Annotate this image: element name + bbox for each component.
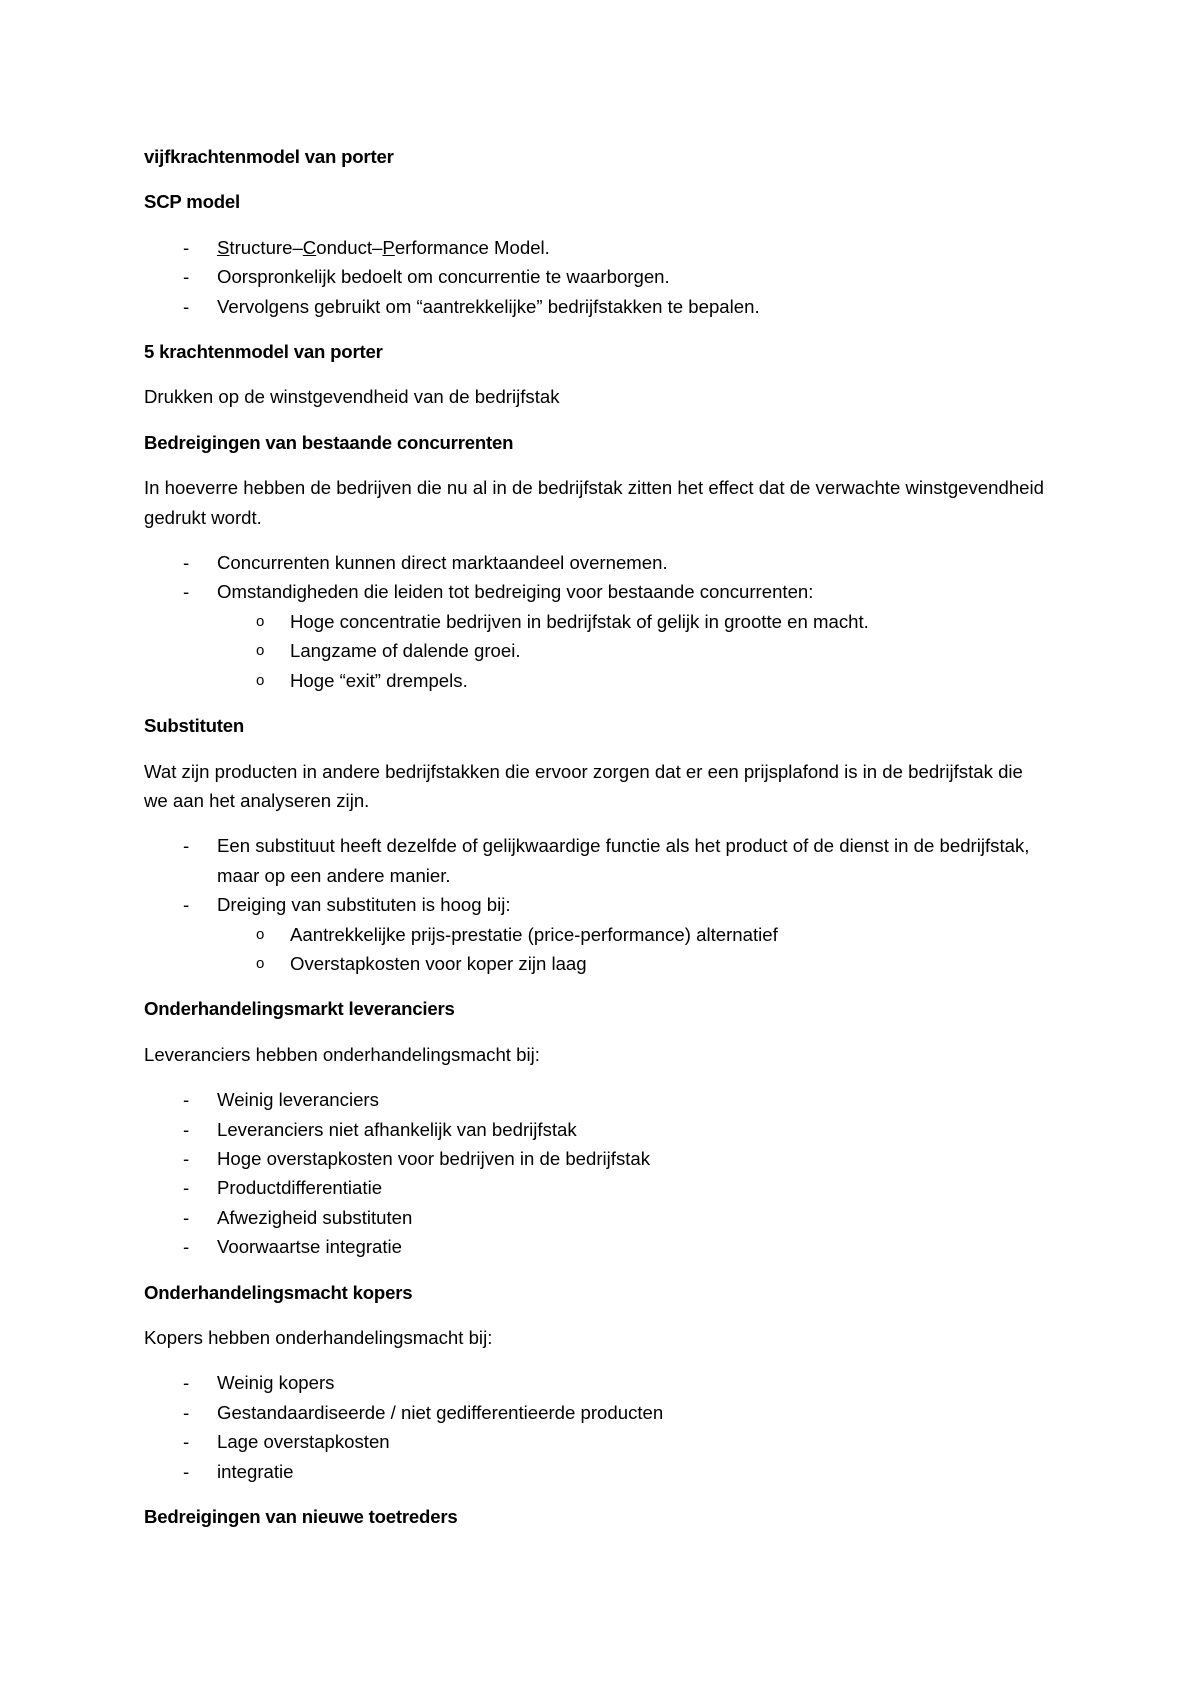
sublist-item [144, 666, 1044, 695]
bullet-marker: o [256, 671, 265, 689]
list-item [144, 1457, 1044, 1486]
suppliers-list [144, 1085, 1044, 1261]
dash-marker: - [183, 1372, 190, 1394]
bullet-marker: o [256, 612, 265, 630]
list-item-text: Gestandaardiseerde / niet gedifferentieerde producten [217, 1401, 664, 1423]
list-item-text: Concurrenten kunnen direct marktaandeel overnemen. [217, 552, 668, 574]
dash-marker: - [183, 1118, 190, 1140]
list-item [144, 1368, 1044, 1397]
list-item-text: Weinig leveranciers [217, 1089, 379, 1111]
five-forces-text: Drukken op de winstgevendheid van de bedrijfstak [144, 386, 560, 408]
suppliers-text: Leveranciers hebben onderhandelingsmacht bij: [144, 1043, 540, 1065]
document-content [144, 142, 1044, 1547]
suppliers-heading: Onderhandelingsmarkt leveranciers [144, 998, 455, 1020]
list-item [144, 1398, 1044, 1427]
rivals-text: In hoeverre hebben de bedrijven die nu al in de bedrijfstak zitten het effect dat de verwachte winstgevendheid gedrukt wordt. [144, 477, 1044, 528]
list-item [144, 262, 1044, 291]
list-item-text: integratie [217, 1460, 294, 1482]
dash-marker: - [183, 236, 190, 258]
list-item [144, 831, 1044, 890]
scp-performance: erformance Model. [394, 236, 550, 258]
dash-marker: - [183, 581, 190, 603]
list-item [144, 292, 1044, 321]
dash-marker: - [183, 295, 190, 317]
document-title: vijfkrachtenmodel van porter [144, 146, 394, 167]
rivals-list [144, 548, 1044, 695]
bullet-marker: o [256, 642, 265, 660]
list-item [144, 1085, 1044, 1114]
substitutes-heading: Substituten [144, 715, 245, 737]
list-item-text: Lage overstapkosten [217, 1431, 390, 1453]
sublist-item-text: Aantrekkelijke prijs-prestatie (price-performance) alternatief [290, 923, 778, 945]
list-item-text: Hoge overstapkosten voor bedrijven in de bedrijfstak [217, 1147, 651, 1169]
rivals-heading: Bedreigingen van bestaande concurrenten [144, 431, 514, 453]
list-item [144, 890, 1044, 919]
substitutes-sublist [144, 920, 1044, 979]
entrants-heading: Bedreigingen van nieuwe toetreders [144, 1506, 458, 1528]
list-item-text: Vervolgens gebruikt om “aantrekkelijke” bedrijfstakken te bepalen. [217, 295, 760, 317]
list-item [144, 548, 1044, 577]
list-item [144, 1115, 1044, 1144]
scp-letter-c: C [302, 236, 317, 258]
list-item [144, 1203, 1044, 1232]
list-item-text: Weinig kopers [217, 1372, 335, 1394]
scp-heading: SCP model [144, 191, 241, 213]
list-item-text: Leveranciers niet afhankelijk van bedrijfstak [217, 1118, 577, 1140]
list-item-text: Een substituut heeft dezelfde of gelijkwaardige functie als het product of de dienst in de bedrijfstak, maar op een andere manier. [217, 835, 1030, 886]
dash-marker: - [183, 1089, 190, 1111]
list-item-text: Omstandigheden die leiden tot bedreiging voor bestaande concurrenten: [217, 581, 814, 603]
sublist-item [144, 636, 1044, 665]
bullet-marker: o [256, 954, 265, 972]
list-item-text: Afwezigheid substituten [217, 1206, 413, 1228]
dash-marker: - [183, 552, 190, 574]
rivals-sublist [144, 607, 1044, 695]
scp-letter-s: S [217, 236, 230, 258]
scp-structure: tructure– [229, 236, 303, 258]
scp-list [144, 233, 1044, 321]
sublist-item-text: Langzame of dalende groei. [290, 640, 521, 662]
dash-marker: - [183, 266, 190, 288]
sublist-item-text: Hoge “exit” drempels. [290, 669, 468, 691]
dash-marker: - [183, 1431, 190, 1453]
dash-marker: - [183, 894, 190, 916]
dash-marker: - [183, 1460, 190, 1482]
list-item [144, 1144, 1044, 1173]
list-item-text: Dreiging van substituten is hoog bij: [217, 894, 511, 916]
dash-marker: - [183, 1147, 190, 1169]
dash-marker: - [183, 1206, 190, 1228]
dash-marker: - [183, 1177, 190, 1199]
list-item [144, 1427, 1044, 1456]
sublist-item-text: Hoge concentratie bedrijven in bedrijfstak of gelijk in grootte en macht. [290, 610, 869, 632]
list-item [144, 577, 1044, 606]
sublist-item [144, 607, 1044, 636]
list-item-text: Oorspronkelijk bedoelt om concurrentie te waarborgen. [217, 266, 670, 288]
substitutes-list [144, 831, 1044, 978]
sublist-item [144, 949, 1044, 978]
buyers-list [144, 1368, 1044, 1486]
list-item-text: Voorwaartse integratie [217, 1236, 403, 1258]
substitutes-text: Wat zijn producten in andere bedrijfstakken die ervoor zorgen dat er een prijsplafond is in de bedrijfstak die we aan het analyseren zijn. [144, 760, 1023, 811]
scp-conduct: onduct– [316, 236, 383, 258]
sublist-item [144, 920, 1044, 949]
list-item-text: Productdifferentiatie [217, 1177, 383, 1199]
buyers-text: Kopers hebben onderhandelingsmacht bij: [144, 1327, 493, 1348]
dash-marker: - [183, 835, 190, 857]
list-item [144, 1173, 1044, 1202]
list-item [144, 233, 1044, 262]
bullet-marker: o [256, 925, 265, 943]
scp-letter-p: P [382, 236, 395, 258]
five-forces-heading: 5 krachtenmodel van porter [144, 341, 383, 363]
buyers-heading: Onderhandelingsmacht kopers [144, 1281, 413, 1303]
sublist-item-text: Overstapkosten voor koper zijn laag [290, 952, 587, 974]
list-item [144, 1232, 1044, 1261]
dash-marker: - [183, 1236, 190, 1258]
dash-marker: - [183, 1401, 190, 1423]
